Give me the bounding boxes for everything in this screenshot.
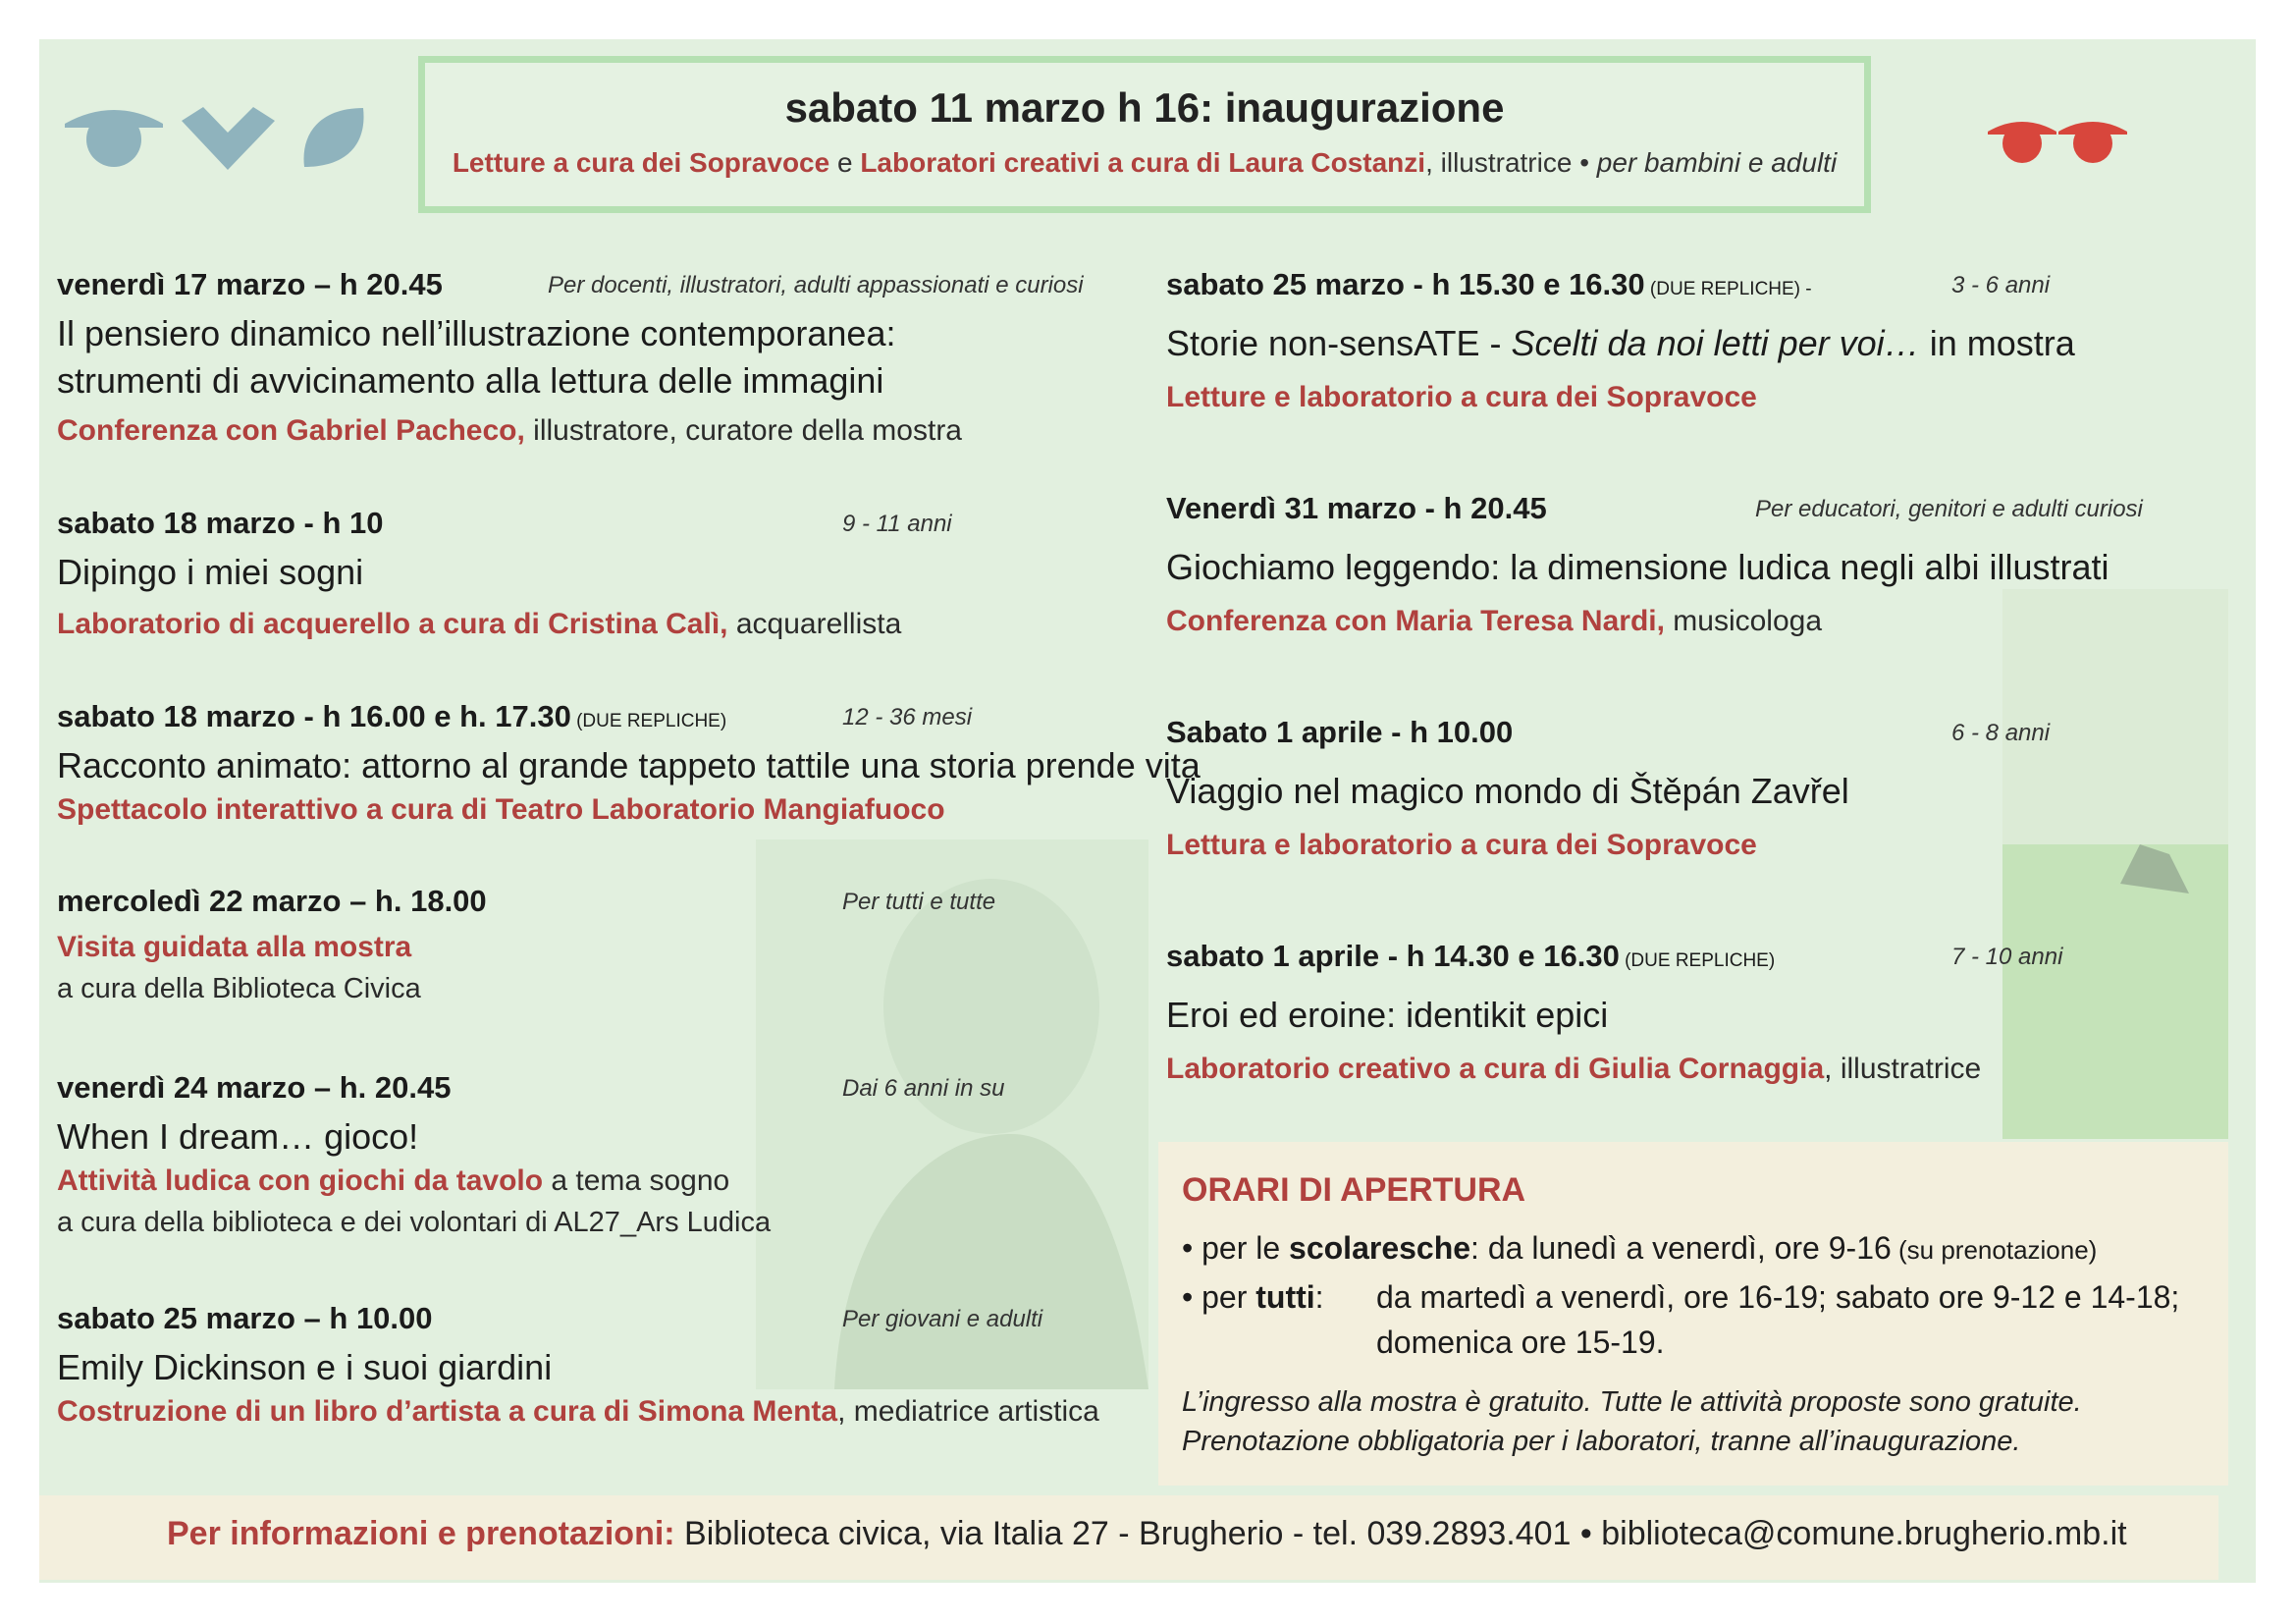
- hours-everyone-line1: da martedì a venerdì, ore 16-19; sabato ore 9-12 e 14-18;: [1376, 1279, 2180, 1315]
- event-title: Giochiamo leggendo: la dimensione ludica negli albi illustrati: [1166, 547, 2109, 587]
- bullet-text: • per: [1182, 1279, 1256, 1315]
- hours-everyone: [1182, 1279, 1324, 1316]
- event-item: [57, 699, 1201, 831]
- event-audience: 6 - 8 anni: [1951, 720, 2051, 746]
- replica-note: (DUE REPLICHE): [1619, 950, 1776, 971]
- event-audience: 7 - 10 anni: [1951, 944, 2063, 970]
- blue-drop-icon: [300, 104, 367, 176]
- event-item: [1166, 267, 2148, 418]
- event-organizer: [57, 410, 1058, 452]
- inauguration-subtitle: [425, 147, 1864, 179]
- event-date: sabato 25 marzo – h 10.00: [57, 1301, 433, 1335]
- event-date: Venerdì 31 marzo - h 20.45: [1166, 491, 1547, 525]
- schools-hours: : da lunedì a venerdì, ore 9-16: [1470, 1230, 1892, 1266]
- event-title: Emily Dickinson e i suoi giardini: [57, 1347, 553, 1387]
- colon: :: [1314, 1279, 1324, 1315]
- event-title-italic: Scelti da noi letti per voi…: [1511, 323, 1920, 363]
- event-title: When I dream… gioco!: [57, 1116, 419, 1157]
- footer-text: [167, 1515, 2127, 1553]
- event-organizer: [1166, 601, 2148, 642]
- event-title-after: in mostra: [1919, 323, 2075, 363]
- note-line2: Prenotazione obbligatoria per i laboratori, tranne all’inaugurazione.: [1182, 1426, 2021, 1457]
- event-item: [57, 884, 1058, 1009]
- organizer-role: a tema sogno: [543, 1164, 730, 1197]
- event-item: [57, 506, 1058, 645]
- event-title: [57, 927, 1058, 968]
- everyone-label: tutti: [1255, 1279, 1315, 1315]
- organizer-role: acquarellista: [727, 608, 902, 640]
- organizer-role: musicologa: [1664, 605, 1823, 637]
- event-date: venerdì 24 marzo – h. 20.45: [57, 1070, 452, 1105]
- conjunction: e: [829, 147, 861, 178]
- info-footer: [39, 1495, 2218, 1580]
- event-date: venerdì 17 marzo – h 20.45: [57, 267, 443, 301]
- event-audience: Per educatori, genitori e adulti curiosi: [1755, 496, 2143, 522]
- event-organizer: [57, 604, 1058, 645]
- creative-labs: Laboratori creativi a cura di Laura Costanzi: [860, 147, 1426, 178]
- event-item: [1166, 491, 2148, 642]
- red-eye-icon-right: [2058, 118, 2127, 170]
- note-line1: L’ingresso alla mostra è gratuito. Tutte le attività proposte sono gratuite.: [1182, 1386, 2082, 1418]
- event-date: mercoledì 22 marzo – h. 18.00: [57, 884, 487, 918]
- sopravoce-reading: Letture a cura dei Sopravoce: [452, 147, 830, 178]
- event-title-text: Storie non-sensATE -: [1166, 323, 1512, 363]
- event-audience: Per tutti e tutte: [842, 889, 996, 915]
- footer-contacts: Biblioteca civica, via Italia 27 - Brugherio - tel. 039.2893.401 • biblioteca@comune.brugherio.mb.it: [674, 1515, 2127, 1552]
- event-date-text: sabato 25 marzo - h 15.30 e 16.30: [1166, 267, 1645, 301]
- event-item: [57, 1301, 1097, 1433]
- event-audience: 12 - 36 mesi: [842, 704, 973, 730]
- event-organizer-line2: a cura della biblioteca e dei volontari di AL27_Ars Ludica: [57, 1207, 772, 1238]
- event-audience: Dai 6 anni in su: [842, 1075, 1005, 1102]
- organizer-name: Laboratorio creativo a cura di Giulia Cornaggia: [1166, 1053, 1825, 1085]
- organizer-name: Conferenza con Gabriel Pacheco,: [57, 414, 525, 447]
- organizer-role: , illustratrice: [1824, 1053, 1982, 1085]
- event-audience: Per giovani e adulti: [842, 1306, 1043, 1332]
- event-date: [57, 699, 726, 734]
- event-date-text: sabato 1 aprile - h 14.30 e 16.30: [1166, 939, 1620, 973]
- event-title: [1166, 320, 2148, 367]
- event-item: [1166, 715, 2148, 866]
- organizer-role: , mediatrice artistica: [837, 1395, 1099, 1428]
- blue-eye-icon: [65, 106, 163, 175]
- event-organizer: [1166, 825, 2148, 866]
- event-item: [1166, 939, 2148, 1090]
- footer-label: Per informazioni e prenotazioni:: [167, 1515, 675, 1552]
- event-title: Dipingo i miei sogni: [57, 552, 364, 592]
- organizer-name: Letture e laboratorio a cura dei Sopravoce: [1166, 381, 1757, 413]
- organizer-name: Spettacolo interattivo a cura di Teatro Laboratorio Mangiafuoco: [57, 793, 945, 826]
- event-organizer: [1166, 377, 2148, 418]
- reservation-note: (su prenotazione): [1891, 1235, 2098, 1265]
- event-organizer: a cura della Biblioteca Civica: [57, 973, 421, 1004]
- event-audience: 3 - 6 anni: [1951, 272, 2051, 298]
- organizer-name: Costruzione di un libro d’artista a cura di Simona Menta: [57, 1395, 838, 1428]
- organizer-name: Laboratorio di acquerello a cura di Cristina Calì,: [57, 608, 728, 640]
- audience-note: per bambini e adulti: [1596, 147, 1838, 178]
- free-entry-note: [1182, 1382, 2082, 1461]
- inauguration-header: [418, 56, 1871, 213]
- event-organizer: [57, 1391, 1097, 1433]
- opening-hours-box: [1158, 1142, 2228, 1486]
- hours-schools: [1182, 1230, 2097, 1267]
- illustrator-role: , illustratrice •: [1425, 147, 1597, 178]
- event-date: [1166, 267, 1812, 302]
- replica-note: (DUE REPLICHE) -: [1644, 279, 1812, 299]
- event-title: Il pensiero dinamico nell’illustrazione contemporanea:: [57, 313, 896, 353]
- bullet-text: • per le: [1182, 1230, 1290, 1266]
- event-title: Eroi ed eroine: identikit epici: [1166, 995, 1609, 1035]
- organizer-role: illustratore, curatore della mostra: [524, 414, 962, 447]
- event-date-text: sabato 18 marzo - h 16.00 e h. 17.30: [57, 699, 571, 733]
- event-date: Sabato 1 aprile - h 10.00: [1166, 715, 1514, 749]
- event-organizer: [1166, 1049, 2148, 1090]
- event-item: [57, 267, 1084, 452]
- event-title: Viaggio nel magico mondo di Štěpán Zavřel: [1166, 771, 1849, 811]
- event-title-line2: strumenti di avvicinamento alla lettura delle immagini: [57, 360, 884, 401]
- event-organizer: [57, 789, 1078, 831]
- schools-label: scolaresche: [1289, 1230, 1471, 1266]
- guided-tour-title: Visita guidata alla mostra: [57, 931, 412, 963]
- event-organizer: [57, 1161, 1058, 1202]
- red-eye-icon-left: [1988, 118, 2056, 170]
- organizer-name: Conferenza con Maria Teresa Nardi,: [1166, 605, 1665, 637]
- event-date: sabato 18 marzo - h 10: [57, 506, 384, 540]
- inauguration-title: sabato 11 marzo h 16: inaugurazione: [784, 84, 1505, 131]
- opening-hours-title: ORARI DI APERTURA: [1182, 1171, 1526, 1209]
- blue-chevron-icon: [182, 103, 275, 177]
- hours-everyone-line2: domenica ore 15-19.: [1376, 1325, 1665, 1360]
- event-date: [1166, 939, 1775, 974]
- event-audience: Per docenti, illustratori, adulti appassionati e curiosi: [548, 272, 1084, 298]
- event-title: Racconto animato: attorno al grande tappeto tattile una storia prende vita: [57, 745, 1201, 785]
- event-item: [57, 1070, 1058, 1243]
- organizer-name: Lettura e laboratorio a cura dei Sopravoce: [1166, 829, 1757, 861]
- organizer-name: Attività ludica con giochi da tavolo: [57, 1164, 544, 1197]
- replica-note: (DUE REPLICHE): [570, 711, 727, 731]
- event-audience: 9 - 11 anni: [842, 511, 952, 537]
